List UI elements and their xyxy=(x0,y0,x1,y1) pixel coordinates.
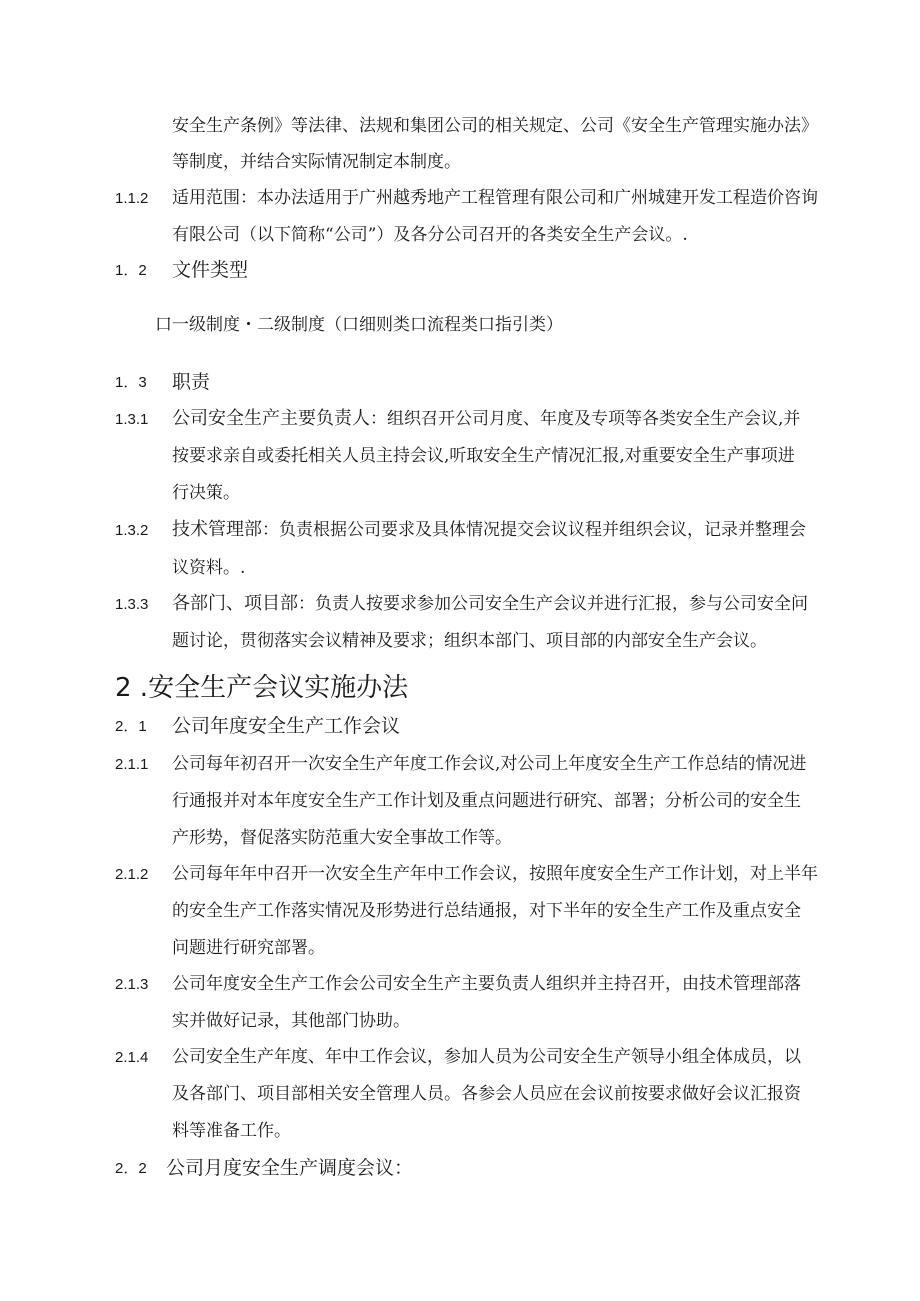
section-heading: 公司年度安全生产工作会议 xyxy=(172,715,401,737)
s214-line-3: 料等准备工作。 xyxy=(172,1121,291,1141)
s212-line-2: 的安全生产工作落实情况及形势进行总结通报，对下半年的安全生产工作及重点安全 xyxy=(172,901,801,921)
section-number: 1.3.2 xyxy=(115,522,149,539)
s211-line-1: 公司每年初召开一次安全生产年度工作会议,对公司上年度安全生产工作总结的情况进 xyxy=(172,754,807,774)
s212-line-3: 问题进行研究部署。 xyxy=(172,938,325,958)
section-number: 2．1 xyxy=(115,718,147,735)
s131-line-2: 按要求亲自或委托相关人员主持会议,听取安全生产情况汇报,对重要安全生产事项进 xyxy=(172,446,795,466)
role-label: 技术管理部 xyxy=(172,519,262,540)
s133-line-2: 题讨论，贯彻落实会议精神及要求；组织本部门、项目部的内部安全生产会议。 xyxy=(172,631,767,651)
s211-line-3: 产形势，督促落实防范重大安全事故工作等。 xyxy=(172,828,512,848)
s132-line-2: 议资料。. xyxy=(172,558,246,578)
s211-line-2: 行通报并对本年度安全生产工作计划及重点问题进行研究、部署；分析公司的安全生 xyxy=(172,791,801,811)
role-desc: ：组织召开公司月度、年度及专项等各类安全生产会议,并 xyxy=(370,409,801,429)
doc-type-options: 口一级制度・二级制度（口细则类口流程类口指引类） xyxy=(155,315,563,335)
s112-line-2: 有限公司（以下简称“公司”）及各分公司召开的各类安全生产会议。. xyxy=(172,225,688,245)
s212-line-1: 公司每年年中召开一次安全生产年中工作会议，按照年度安全生产工作计划，对上半年 xyxy=(172,864,818,884)
s213-line-2: 实并做好记录，其他部门协助。 xyxy=(172,1011,410,1031)
section-number: 2.1.3 xyxy=(115,976,149,993)
section-number: 1.3.3 xyxy=(115,596,149,613)
chapter-heading: 2 .安全生产会议实施办法 xyxy=(115,673,409,703)
s213-line-1: 公司年度安全生产工作会公司安全生产主要负责人组织并主持召开，由技术管理部落 xyxy=(172,974,801,994)
s131-line-3: 行决策。 xyxy=(172,483,240,503)
s214-line-2: 及各部门、项目部相关安全管理人员。各参会人员应在会议前按要求做好会议汇报资 xyxy=(172,1084,801,1104)
section-number: 2.1.2 xyxy=(115,866,149,883)
section-number: 1．2 xyxy=(115,262,147,279)
role-label: 公司安全生产主要负责人 xyxy=(172,408,370,429)
intro-line-2: 等制度，并结合实际情况制定本制度。 xyxy=(172,152,461,172)
section-heading: 文件类型 xyxy=(172,259,249,281)
section-number: 1.1.2 xyxy=(115,190,149,207)
intro-line-1: 安全生产条例》等法律、法规和集团公司的相关规定、公司《安全生产管理实施办法》 xyxy=(172,116,818,136)
role-desc: ：负责根据公司要求及具体情况提交会议议程并组织会议，记录并整理会 xyxy=(262,520,806,540)
section-number: 1．3 xyxy=(115,374,147,391)
section-number: 2．2 xyxy=(115,1160,147,1177)
role-desc: ：负责人按要求参加公司安全生产会议并进行汇报，参与公司安全问 xyxy=(298,594,808,614)
s133-line-1 xyxy=(172,593,808,615)
s131-line-1 xyxy=(172,408,800,430)
section-heading: 职责 xyxy=(172,371,211,393)
s214-line-1: 公司安全生产年度、年中工作会议，参加人员为公司安全生产领导小组全体成员，以 xyxy=(172,1047,801,1067)
s132-line-1 xyxy=(172,519,806,541)
section-number: 1.3.1 xyxy=(115,411,149,428)
section-number: 2.1.4 xyxy=(115,1049,149,1066)
s112-line-1: 适用范围：本办法适用于广州越秀地产工程管理有限公司和广州城建开发工程造价咨询 xyxy=(172,188,818,208)
section-number: 2.1.1 xyxy=(115,756,149,773)
section-heading: 公司月度安全生产调度会议： xyxy=(166,1157,414,1179)
role-label: 各部门、项目部 xyxy=(172,593,298,614)
